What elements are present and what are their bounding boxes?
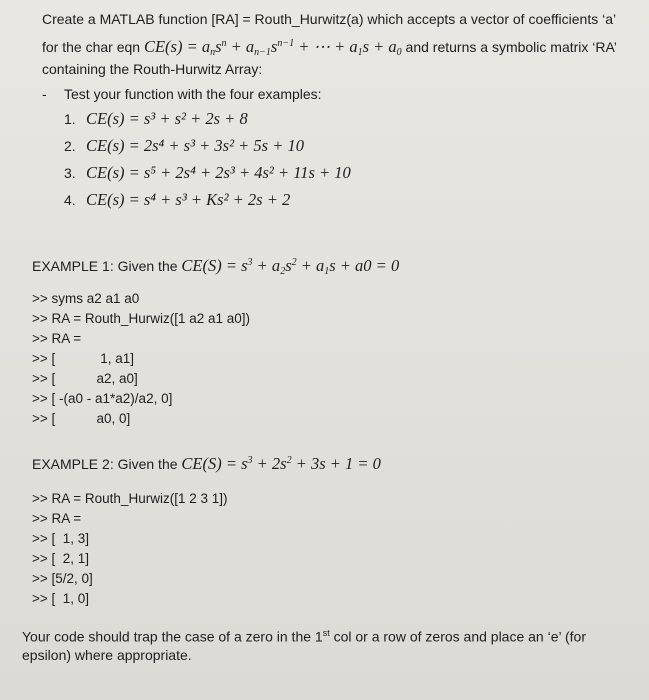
code-line: >> RA =	[32, 331, 82, 346]
footer-superscript: st	[322, 628, 330, 638]
item-equation: CE(s) = s⁴ + s³ + Ks² + 2s + 2	[86, 190, 291, 209]
code-line: >> [ 1, a1]	[32, 351, 135, 366]
example-2-formula: $CE(S) = s^3 + 2s^2 + 3s + 1 = 0$	[181, 454, 381, 473]
item-number: 3.	[64, 165, 76, 181]
char-eqn-formula: $CE(s) = a_ns^n + a_{n-1}s^{n-1}$ + ⋯ + $a_1s + a_0$	[143, 37, 402, 58]
code-line: >> [ a0, 0]	[32, 411, 131, 426]
footer-line-1-pre: Your code should trap the case of a zero in the 1	[22, 628, 323, 645]
footer-line-2: epsilon) where appropriate.	[22, 647, 192, 663]
item-equation: CE(s) = s³ + s² + 2s + 8	[86, 109, 248, 128]
test-item-1	[64, 110, 248, 128]
test-heading: Test your function with the four examples:	[64, 86, 322, 102]
item-equation: CE(s) = s⁵ + 2s⁴ + 2s³ + 4s² + 11s + 10	[86, 163, 351, 182]
code-line: >> [ 1, 3]	[32, 531, 90, 546]
intro-line-2-pre: for the char eqn	[42, 39, 144, 55]
test-heading-row	[42, 85, 322, 103]
code-line: >> RA =	[32, 511, 82, 526]
code-line: >> syms a2 a1 a0	[32, 291, 140, 306]
code-line: >> [ -(a0 - a1*a2)/a2, 0]	[32, 391, 173, 406]
test-item-2	[64, 137, 304, 155]
code-line: >> RA = Routh_Hurwiz([1 a2 a1 a0])	[32, 311, 250, 326]
item-number: 2.	[64, 138, 76, 154]
intro-line-2-post: and returns a symbolic matrix ‘RA’	[401, 39, 617, 55]
example-2-title	[32, 452, 381, 473]
intro-line-3: containing the Routh-Hurwitz Array:	[42, 61, 263, 77]
item-number: 4.	[64, 192, 76, 208]
intro-line-1: Create a MATLAB function [RA] = Routh_Hurwitz(a) which accepts a vector of coefficients ‘a’	[42, 11, 617, 27]
test-item-3	[64, 164, 351, 182]
code-line: >> [5/2, 0]	[32, 571, 93, 586]
footer-line-1-post: col or a row of zeros and place an ‘e’ (for	[329, 628, 586, 645]
example-2-label: EXAMPLE 2: Given the	[32, 456, 182, 472]
code-line: >> [ 1, 0]	[32, 591, 90, 606]
code-line: >> [ a2, a0]	[32, 371, 138, 386]
footer-line-1	[22, 624, 586, 646]
example-1-title	[32, 254, 399, 281]
bullet: -	[42, 86, 47, 102]
item-equation: CE(s) = 2s⁴ + s³ + 3s² + 5s + 10	[86, 136, 304, 155]
item-number: 1.	[64, 111, 76, 127]
code-line: >> [ 2, 1]	[32, 551, 90, 566]
example-1-formula: $CE(S) = s^3 + a_2s^2 + a_1s + a0 = 0$	[181, 256, 400, 277]
intro-line-2	[42, 35, 617, 62]
test-item-4	[64, 191, 290, 209]
example-1-label: EXAMPLE 1: Given the	[32, 258, 182, 274]
code-line: >> RA = Routh_Hurwiz([1 2 3 1])	[32, 491, 228, 506]
